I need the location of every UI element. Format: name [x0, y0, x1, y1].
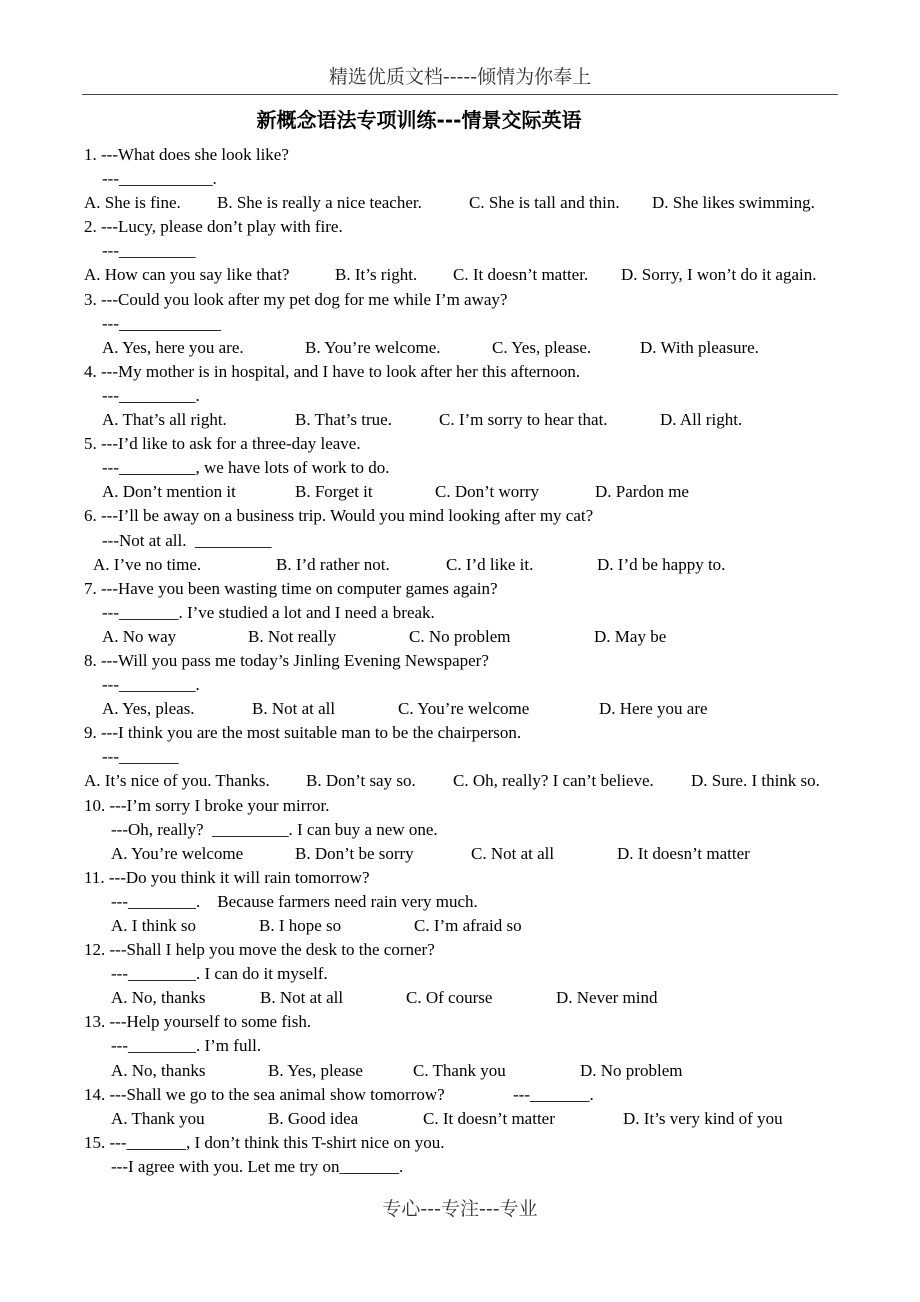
- question-prompt: [0, 288, 920, 312]
- question-prompt: [0, 1083, 920, 1107]
- question-options: [0, 336, 920, 360]
- option-b: B. Don’t be sorry: [295, 843, 414, 863]
- question-response: [0, 745, 920, 769]
- question-list: [0, 143, 920, 1179]
- option-a: A. No, thanks: [111, 1060, 206, 1080]
- response-text: ---________. I’m full.: [111, 1036, 262, 1056]
- option-a: A. I think so: [111, 916, 196, 935]
- question-prompt: [0, 938, 920, 962]
- option-a: A. You’re welcome: [111, 843, 244, 863]
- worksheet-title: 新概念语法专项训练---情景交际英语: [256, 108, 582, 132]
- prompt-text: 2. ---Lucy, please don’t play with fire.: [84, 217, 343, 237]
- option-c: C. Not at all: [471, 843, 555, 863]
- question-options: [0, 263, 920, 287]
- question-options: [0, 769, 920, 793]
- option-b: B. Yes, please: [268, 1060, 363, 1080]
- option-c: C. I’d like it.: [446, 554, 534, 574]
- option-b: B. Good idea: [268, 1108, 359, 1128]
- option-d: D. It’s very kind of you: [623, 1108, 783, 1128]
- response-text: ---_________, we have lots of work to do.: [102, 458, 390, 478]
- option-b: B. Don’t say so.: [306, 771, 416, 791]
- prompt-text: 12. ---Shall I help you move the desk to the corner?: [84, 940, 435, 960]
- question-response: [0, 384, 920, 408]
- question-prompt: [0, 432, 920, 456]
- prompt-text: 4. ---My mother is in hospital, and I have to look after her this afternoon.: [84, 361, 581, 381]
- option-b: B. I’d rather not.: [276, 554, 390, 574]
- prompt-text: 7. ---Have you been wasting time on computer games again?: [84, 578, 498, 598]
- option-d: D. With pleasure.: [640, 337, 759, 357]
- option-a: A. Yes, here you are.: [102, 337, 244, 357]
- prompt-text: 6. ---I’ll be away on a business trip. Would you mind looking after my cat?: [84, 506, 594, 526]
- page-footer: 专心---专注---专业: [382, 1198, 538, 1220]
- prompt-text: 9. ---I think you are the most suitable man to be the chairperson.: [84, 723, 522, 743]
- question-prompt: [0, 504, 920, 528]
- option-a: A. Thank you: [111, 1108, 205, 1128]
- option-d: D. Never mind: [556, 988, 658, 1008]
- option-a: A. It’s nice of you. Thanks.: [84, 771, 270, 791]
- response-text: ---____________: [102, 313, 221, 333]
- response-text: ---Not at all. _________: [102, 530, 272, 550]
- question-response: [0, 818, 920, 842]
- option-c: C. Yes, please.: [492, 337, 592, 357]
- question-options: [0, 986, 920, 1010]
- option-c: C. I’m sorry to hear that.: [439, 410, 608, 430]
- option-c: C. She is tall and thin.: [469, 193, 620, 213]
- question-prompt: [0, 577, 920, 601]
- question-response: [0, 456, 920, 480]
- option-a: A. No way: [102, 626, 177, 646]
- question-options: [0, 408, 920, 432]
- prompt-text: 3. ---Could you look after my pet dog for me while I’m away?: [84, 289, 508, 309]
- question-response: [0, 673, 920, 697]
- option-a: A. Don’t mention it: [102, 482, 236, 502]
- page-header: 精选优质文档-----倾情为你奉上: [328, 66, 592, 88]
- response-text: ---_________.: [102, 385, 200, 405]
- option-b: B. It’s right.: [335, 265, 418, 285]
- option-c: C. Thank you: [413, 1060, 506, 1080]
- question-options: [0, 1107, 920, 1131]
- option-d: D. All right.: [660, 410, 743, 430]
- question-options: [0, 842, 920, 866]
- question-prompt: [0, 215, 920, 239]
- option-c: C. I’m afraid so: [414, 916, 522, 935]
- response-text: ---Oh, really? _________. I can buy a new one.: [111, 819, 438, 839]
- question-response: [0, 962, 920, 986]
- option-a: A. How can you say like that?: [84, 265, 290, 285]
- response-text: ---________. I can do it myself.: [111, 964, 328, 984]
- option-b: B. Not at all: [252, 699, 336, 719]
- option-d: D. I’d be happy to.: [597, 554, 726, 574]
- option-b: B. That’s true.: [295, 410, 392, 430]
- question-response: [0, 1155, 920, 1179]
- prompt-text: 11. ---Do you think it will rain tomorrow?: [84, 867, 370, 887]
- option-a: A. She is fine.: [84, 193, 181, 213]
- question-prompt: [0, 1010, 920, 1034]
- question-response: [0, 167, 920, 191]
- question-options: [0, 914, 920, 938]
- question-prompt: [0, 794, 920, 818]
- response-text: ---_______: [102, 747, 179, 767]
- option-c: C. You’re welcome: [398, 699, 530, 719]
- option-d: D. Sorry, I won’t do it again.: [621, 265, 817, 285]
- option-d: D. Pardon me: [595, 482, 689, 502]
- option-c: C. Don’t worry: [435, 482, 540, 502]
- option-c: C. Of course: [406, 988, 493, 1008]
- question-response: [0, 601, 920, 625]
- question-prompt: [0, 360, 920, 384]
- prompt-text: 10. ---I’m sorry I broke your mirror.: [84, 795, 330, 815]
- option-d: D. May be: [594, 626, 667, 646]
- prompt-text: 5. ---I’d like to ask for a three-day leave.: [84, 434, 361, 454]
- option-d: D. Here you are: [599, 699, 708, 719]
- option-c: C. It doesn’t matter.: [453, 265, 589, 285]
- option-b: B. You’re welcome.: [305, 337, 441, 357]
- response-text: ---_______.: [513, 1084, 594, 1104]
- response-text: ---_________: [102, 241, 196, 261]
- option-b: B. Not at all: [260, 988, 344, 1008]
- option-d: D. Sure. I think so.: [691, 771, 820, 791]
- response-text: ---I agree with you. Let me try on_______.: [111, 1156, 404, 1176]
- option-b: B. Forget it: [295, 482, 373, 502]
- question-prompt: [0, 649, 920, 673]
- option-d: D. She likes swimming.: [652, 193, 815, 213]
- question-prompt: [0, 143, 920, 167]
- response-text: ---_______. I’ve studied a lot and I need a break.: [102, 602, 435, 622]
- question-response: [0, 890, 920, 914]
- question-options: [0, 625, 920, 649]
- option-a: A. Yes, pleas.: [102, 699, 195, 719]
- question-response: [0, 239, 920, 263]
- option-a: A. That’s all right.: [102, 410, 227, 430]
- question-options: [0, 697, 920, 721]
- question-response: [0, 529, 920, 553]
- prompt-text: 1. ---What does she look like?: [84, 145, 289, 164]
- question-options: [0, 191, 920, 215]
- question-response: [0, 1034, 920, 1058]
- question-options: [0, 1059, 920, 1083]
- option-d: D. No problem: [580, 1060, 683, 1080]
- question-prompt: [0, 1131, 920, 1155]
- option-a: A. No, thanks: [111, 988, 206, 1008]
- option-c: C. Oh, really? I can’t believe.: [453, 771, 654, 791]
- prompt-text: 15. ---_______, I don’t think this T-shirt nice on you.: [84, 1132, 445, 1152]
- option-b: B. She is really a nice teacher.: [217, 193, 422, 213]
- option-a: A. I’ve no time.: [93, 554, 202, 574]
- option-c: C. It doesn’t matter: [423, 1108, 555, 1128]
- prompt-text: 8. ---Will you pass me today’s Jinling Evening Newspaper?: [84, 650, 489, 670]
- question-prompt: [0, 866, 920, 890]
- header-divider: [82, 94, 838, 95]
- response-text: ---___________.: [102, 169, 217, 189]
- option-b: B. Not really: [248, 626, 337, 646]
- question-prompt: [0, 721, 920, 745]
- question-options: [0, 480, 920, 504]
- prompt-text: 13. ---Help yourself to some fish.: [84, 1012, 312, 1032]
- option-d: D. It doesn’t matter: [617, 843, 750, 863]
- option-b: B. I hope so: [259, 916, 342, 935]
- question-options: [0, 553, 920, 577]
- option-c: C. No problem: [409, 626, 511, 646]
- prompt-text: 14. ---Shall we go to the sea animal show tomorrow?: [84, 1084, 445, 1104]
- response-text: ---________. Because farmers need rain very much.: [111, 891, 478, 911]
- response-text: ---_________.: [102, 675, 200, 695]
- question-response: [0, 312, 920, 336]
